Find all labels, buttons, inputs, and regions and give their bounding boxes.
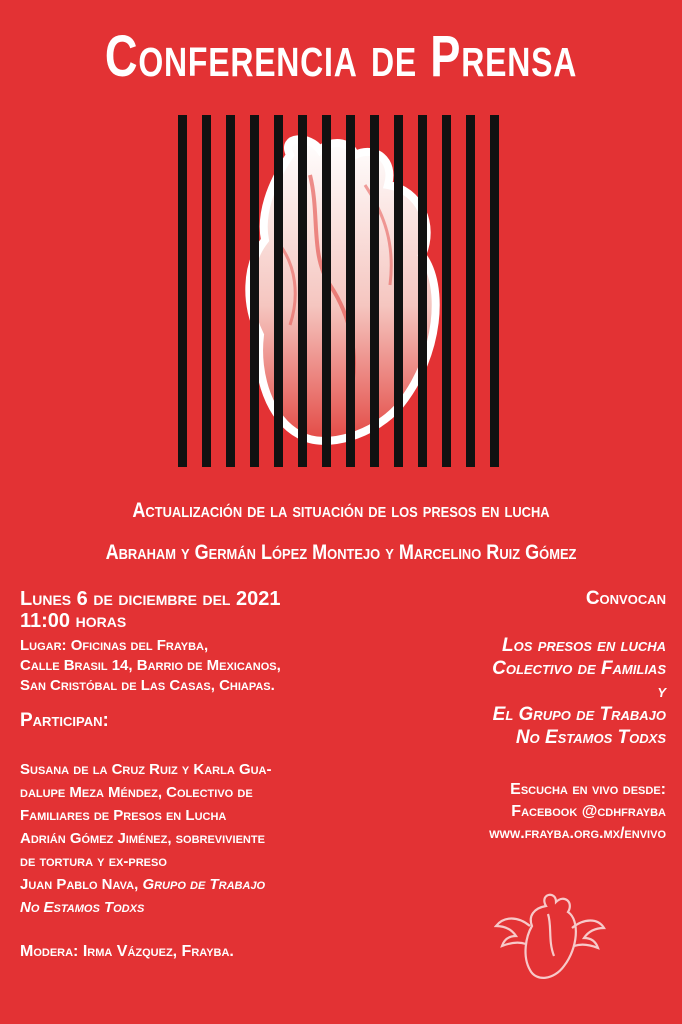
participants-list	[20, 758, 350, 919]
subtitle-line-1	[48, 500, 635, 521]
participant-line: Familiares de Presos en Lucha	[20, 807, 227, 824]
event-date: Lunes 6 de diciembre del 2021	[20, 588, 281, 610]
title-text: Conferencia de Prensa	[104, 24, 578, 89]
convocan-heading: Convocan	[585, 588, 666, 609]
organizer-line: y	[657, 681, 666, 702]
moderator: Modera: Irma Vázquez, Frayba.	[20, 943, 234, 960]
facebook-link[interactable]: Facebook @cdhfrayba	[511, 803, 666, 820]
website-link[interactable]: www.frayba.org.mx/envivo	[489, 825, 666, 842]
organizer-line: El Grupo de Trabajo	[492, 704, 666, 725]
participant-line: Adrián Gómez Jiménez, sobreviviente	[20, 830, 265, 847]
participant-line-last	[20, 873, 350, 896]
subtitle-line-2	[48, 542, 635, 563]
listen-live	[336, 779, 666, 845]
event-details	[20, 588, 350, 961]
participant-line: Susana de la Cruz Ruiz y Karla Gua-	[20, 761, 272, 778]
participant-line: de tortura y ex-preso	[20, 853, 167, 870]
subtitle-text-2: Abraham y Germán López Montejo y Marcelino Ruiz Gómez	[105, 541, 577, 564]
place-line: San Cristóbal de Las Casas, Chiapas.	[20, 677, 275, 694]
participant-line: dalupe Meza Méndez, Colectivo de	[20, 784, 253, 801]
organizer-line: Los presos en lucha	[502, 635, 666, 656]
subtitle-text-1: Actualización de la situación de los presos en lucha	[132, 499, 550, 522]
organizers	[336, 588, 666, 845]
page-title	[75, 24, 607, 89]
organizer-list	[336, 634, 666, 749]
organizer-line: No Estamos Todxs	[515, 727, 666, 748]
place-line: Calle Brasil 14, Barrio de Mexicanos,	[20, 657, 281, 674]
event-time: 11:00 horas	[20, 610, 127, 632]
heart-behind-bars-icon	[160, 115, 520, 475]
participants-heading: Participan:	[20, 710, 109, 731]
organizer-line: Colectivo de Familias	[492, 658, 666, 679]
winged-heart-icon	[494, 886, 606, 990]
event-place	[20, 636, 350, 696]
listen-line: Escucha en vivo desde:	[510, 781, 666, 798]
participant-org: Grupo de Trabajo	[142, 876, 266, 893]
participant-prefix: Juan Pablo Nava,	[20, 876, 143, 893]
place-line: Lugar: Oficinas del Frayba,	[20, 637, 209, 654]
participant-org-2: No Estamos Todxs	[20, 899, 145, 916]
